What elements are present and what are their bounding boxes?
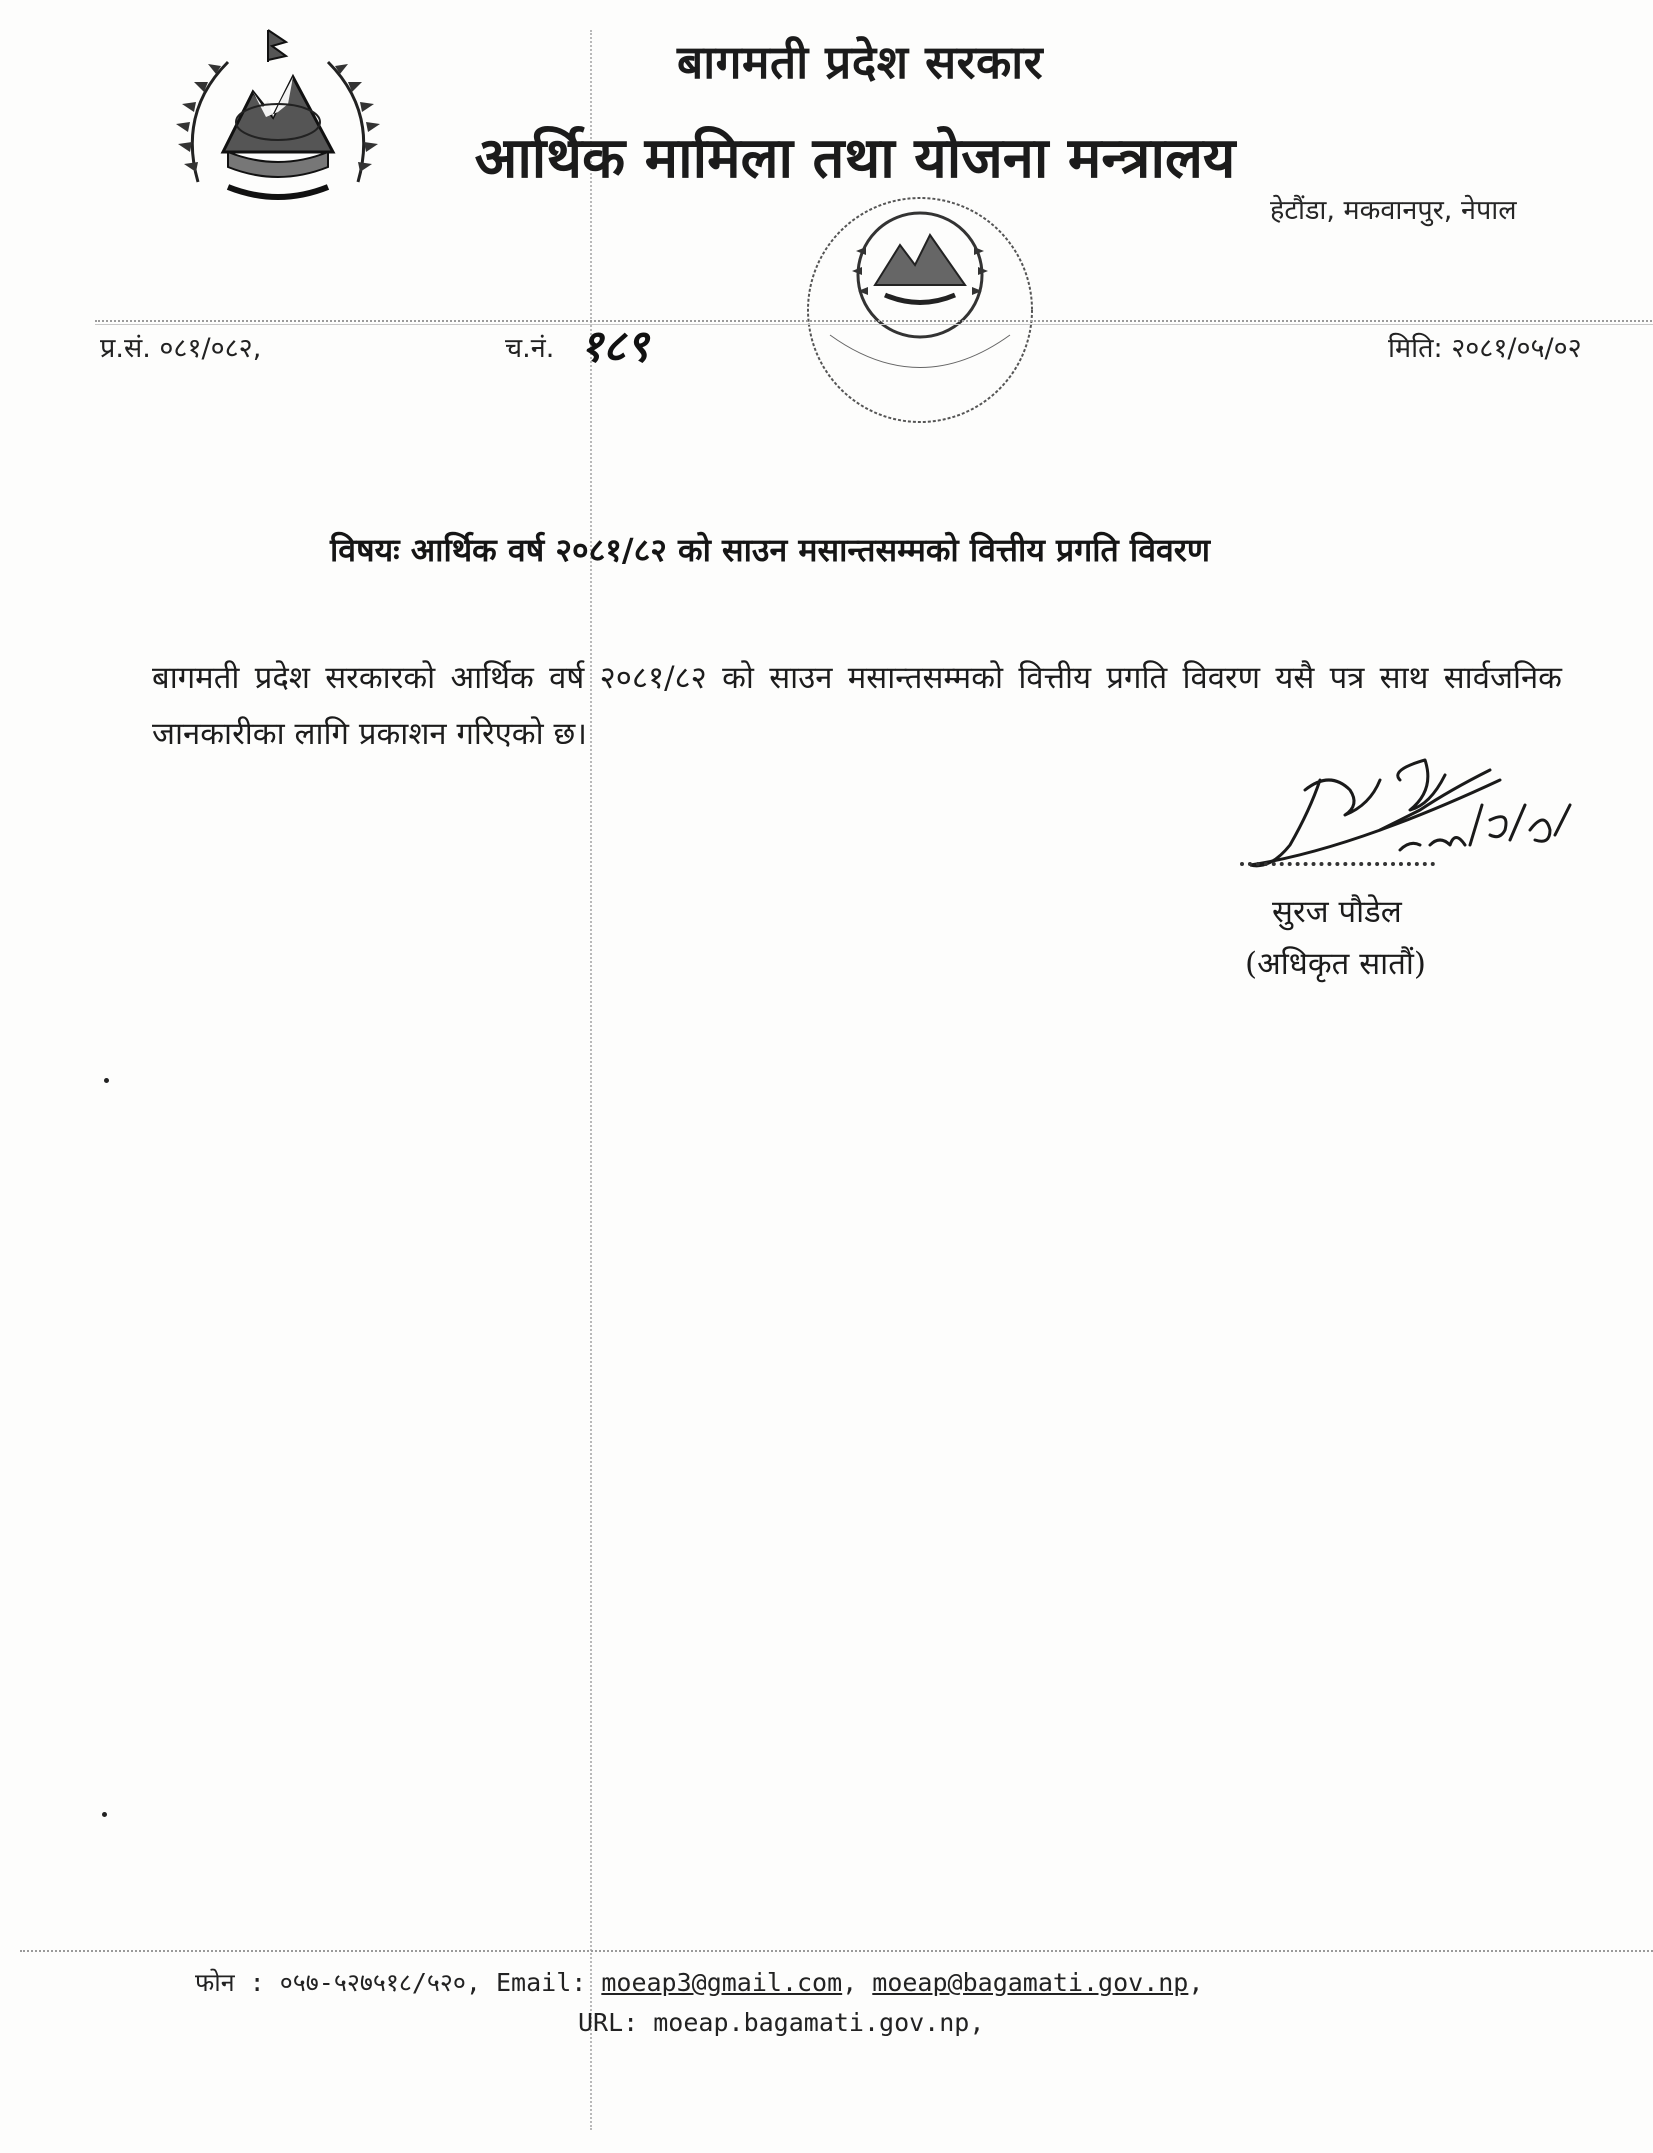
signature-line [1240, 862, 1435, 866]
footer-divider [20, 1950, 1653, 1952]
ministry-name: आर्थिक मामिला तथा योजना मन्त्रालय [474, 125, 1236, 191]
handwritten-signature [1250, 750, 1610, 880]
government-name: बागमती प्रदेश सरकार [676, 35, 1044, 89]
signer-title: (अधिकृत सातौं) [1245, 946, 1426, 982]
scan-speck [102, 1812, 107, 1817]
letter-date: मिति: २०८१/०५/०२ [1388, 333, 1582, 364]
footer-url[interactable]: URL: moeap.bagamati.gov.np, [578, 2008, 985, 2037]
dispatch-label: च.नं. [505, 333, 555, 364]
reference-divider-solid [95, 324, 1653, 325]
reference-divider [95, 320, 1653, 322]
email-link-2[interactable]: moeap@bagamati.gov.np [872, 1968, 1189, 1997]
fiscal-year-ref: प्र.सं. ०८१/०८२, [100, 333, 262, 364]
ministry-address: हेटौंडा, मकवानपुर, नेपाल [1270, 195, 1517, 226]
footer-trailing: , [1188, 1968, 1204, 1997]
email-link-1[interactable]: moeap3@gmail.com [601, 1968, 843, 1997]
footer-contact [195, 1965, 1203, 1999]
dispatch-number: १८९ [580, 321, 649, 372]
letter-subject: विषयः आर्थिक वर्ष २०८१/८२ को साउन मसान्तसम्मको वित्तीय प्रगति विवरण [330, 531, 1211, 569]
ministry-round-seal-icon [790, 185, 1050, 435]
footer-separator: , [842, 1968, 873, 1997]
signer-name: सुरज पौडेल [1272, 894, 1402, 930]
scan-speck [104, 1078, 109, 1083]
footer-phone: फोन : ०५७-५२७५१८/५२०, Email: [195, 1968, 602, 1997]
nepal-coat-of-arms-icon [168, 22, 388, 212]
letter-body: बागमती प्रदेश सरकारको आर्थिक वर्ष २०८१/८२ को साउन मसान्तसम्मको वित्तीय प्रगति विवरण यसै पत्र साथ सार्वजनिक जानकारीका लागि प्रकाशन गरिएको छ। [152, 660, 1562, 752]
